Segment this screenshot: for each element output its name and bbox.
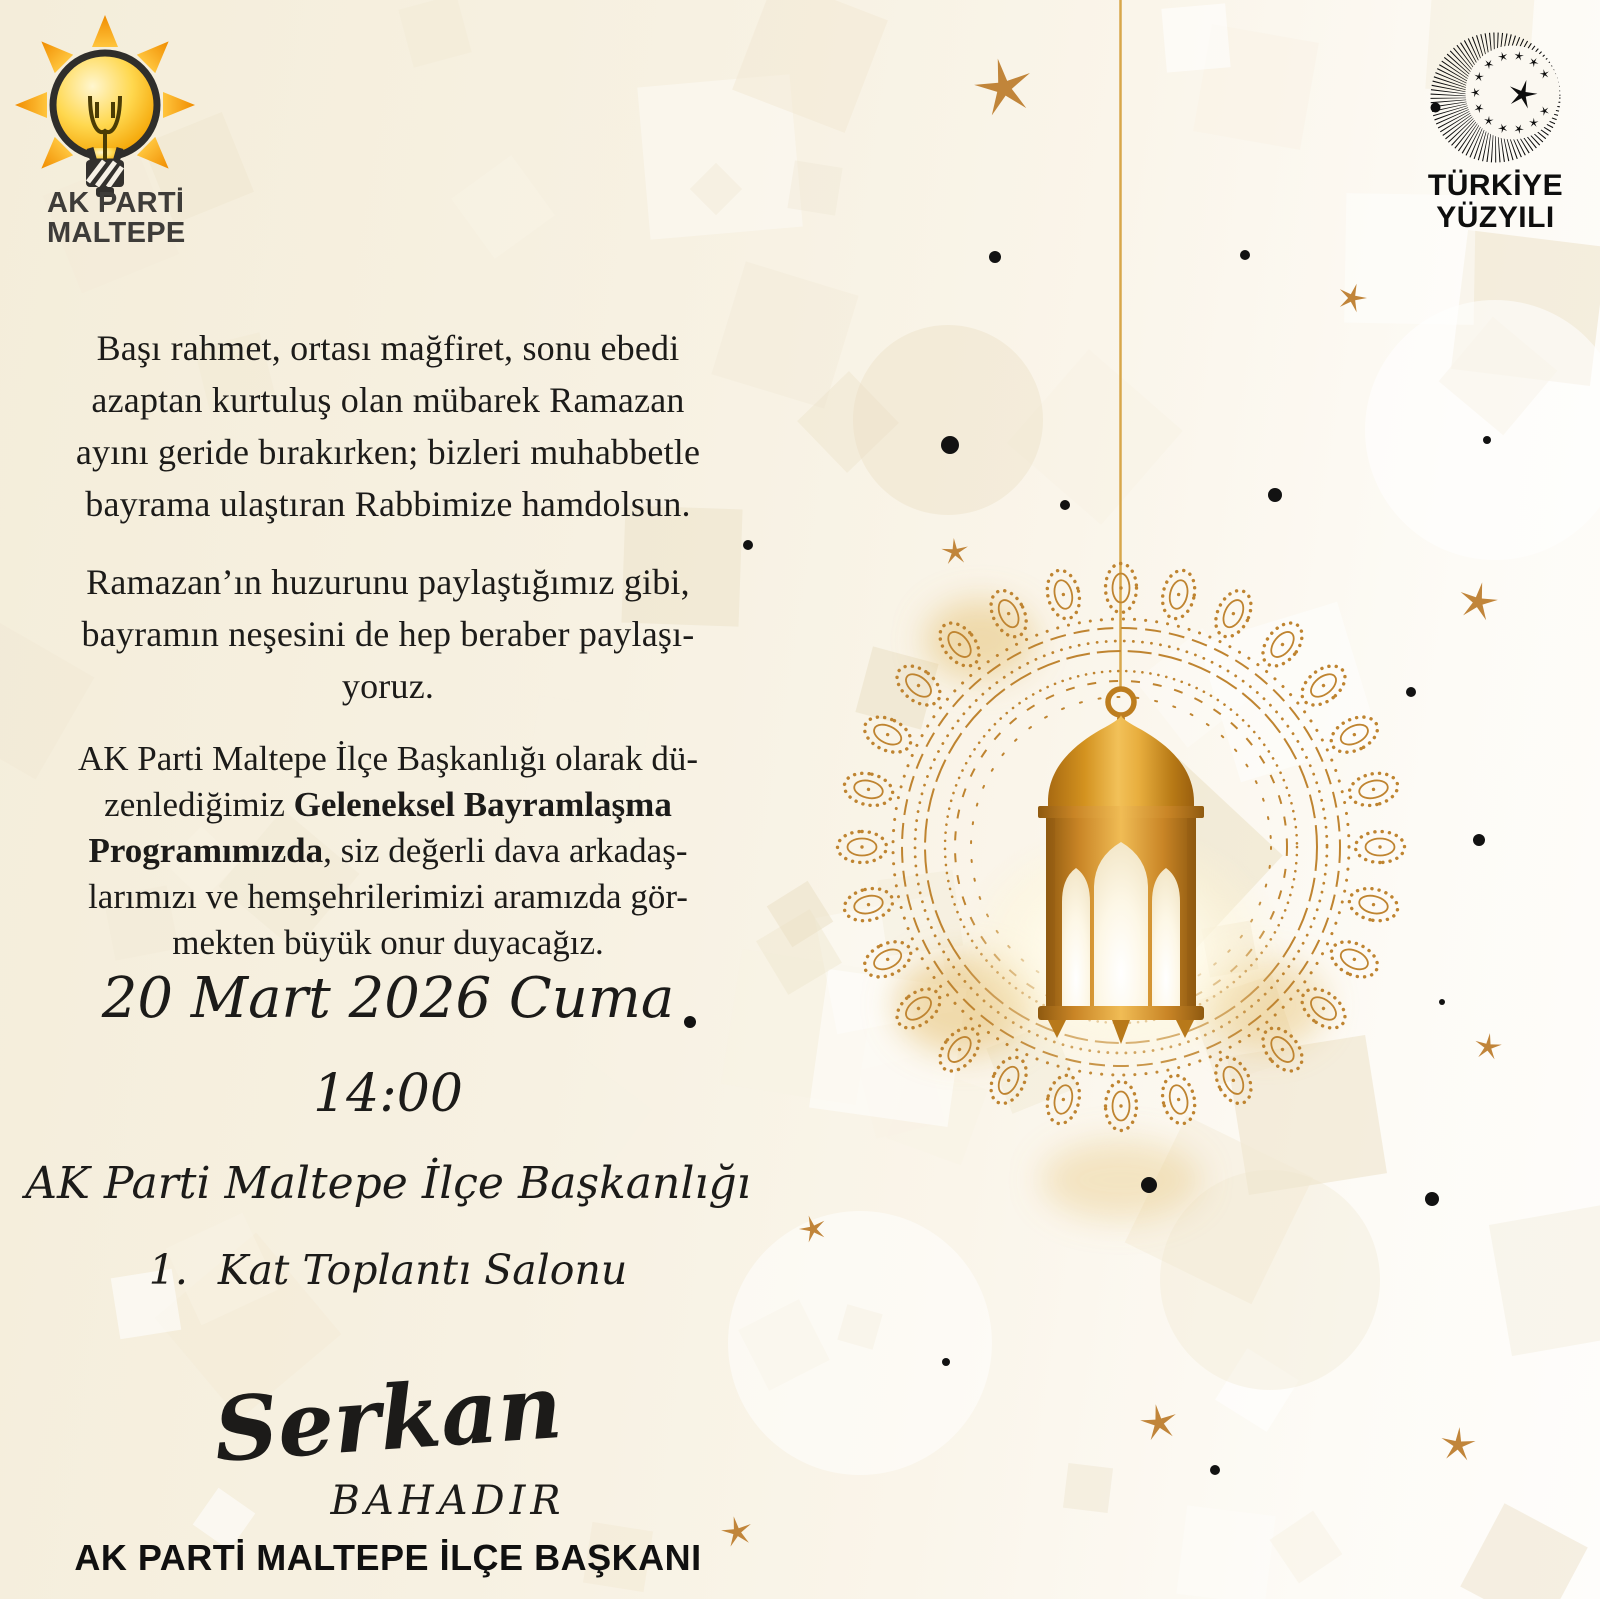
p1-line2: azaptan kurtuluş olan mübarek Ramazan	[91, 380, 685, 420]
p2-line3: yoruz.	[341, 666, 435, 706]
p3-line4: larımızı ve hemşehrilerimizi aramızda gör-	[88, 877, 688, 916]
p2-line2: bayramın neşesini de hep beraber paylaşı-	[81, 614, 695, 654]
event-venue: AK Parti Maltepe İlçe Başkanlığı	[25, 1158, 751, 1209]
ty-line1: TÜRKİYE	[1427, 169, 1564, 202]
p3-line3: Programımızda, siz değerli dava arkadaş-	[88, 831, 688, 870]
ak-parti-wordmark	[47, 188, 186, 248]
p2-line1: Ramazan’ın huzurunu paylaştığımız gibi,	[86, 562, 690, 602]
room-number: 1.	[148, 1246, 188, 1294]
ty-line2: YÜZYILI	[1436, 201, 1555, 234]
p1-line4: bayrama ulaştıran Rabbimize hamdolsun.	[85, 484, 691, 524]
signature-surname: BAHADIR	[330, 1478, 566, 1524]
p1-line1: Başı rahmet, ortası mağfiret, sonu ebedi	[96, 328, 680, 368]
paragraph-sharing	[10, 556, 766, 712]
p1-line3: ayını geride bırakırken; bizleri muhabbetle	[75, 432, 701, 472]
paragraph-blessing	[10, 322, 766, 530]
signature-name: Serkan	[210, 1353, 566, 1483]
paragraph-invitation	[10, 736, 766, 966]
ak-parti-line1: AK PARTİ	[47, 187, 185, 219]
p3-line5: mekten büyük onur duyacağız.	[172, 923, 604, 962]
lantern-icon	[1038, 689, 1204, 1044]
ak-parti-line2: MALTEPE	[47, 217, 186, 249]
signature-title: AK PARTİ MALTEPE İLÇE BAŞKANI	[74, 1537, 702, 1578]
turkiye-yuzyili-wordmark	[1393, 170, 1598, 234]
p3-line2: zenlediğimiz Geleneksel Bayramlaşma	[104, 785, 672, 824]
event-room	[10, 1246, 766, 1294]
event-date: 20 Mart 2026 Cuma	[101, 966, 675, 1031]
room-label: Kat Toplantı Salonu	[217, 1246, 628, 1294]
event-time: 14:00	[313, 1064, 463, 1124]
p3-line1: AK Parti Maltepe İlçe Başkanlığı olarak dü-	[77, 739, 699, 778]
